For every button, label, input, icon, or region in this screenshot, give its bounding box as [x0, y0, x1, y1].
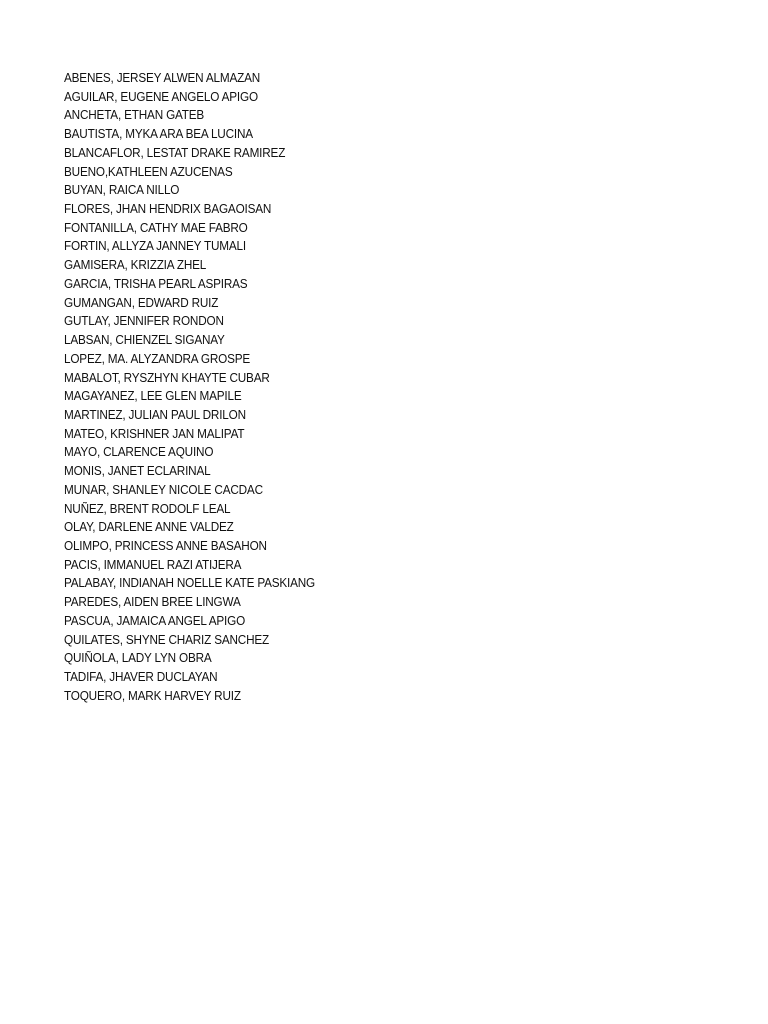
name-list-item: MAGAYANEZ, LEE GLEN MAPILE: [64, 389, 242, 404]
name-list-item: BAUTISTA, MYKA ARA BEA LUCINA: [64, 127, 253, 142]
name-list-item: TOQUERO, MARK HARVEY RUIZ: [64, 688, 241, 703]
name-list: [64, 69, 331, 705]
name-list-item: LOPEZ, MA. ALYZANDRA GROSPE: [64, 351, 251, 366]
name-list-item: FORTIN, ALLYZA JANNEY TUMALI: [64, 239, 246, 254]
name-list-item: GAMISERA, KRIZZIA ZHEL: [64, 258, 207, 273]
name-list-item: BUENO,KATHLEEN AZUCENAS: [64, 164, 233, 179]
name-list-item: PALABAY, INDIANAH NOELLE KATE PASKIANG: [64, 576, 316, 591]
name-list-item: BUYAN, RAICA NILLO: [64, 183, 180, 198]
name-list-item: MAYO, CLARENCE AQUINO: [64, 445, 214, 460]
name-list-item: PACIS, IMMANUEL RAZI ATIJERA: [64, 557, 242, 572]
name-list-item: MUNAR, SHANLEY NICOLE CACDAC: [64, 482, 263, 497]
name-list-item: FONTANILLA, CATHY MAE FABRO: [64, 220, 248, 235]
name-list-item: LABSAN, CHIENZEL SIGANAY: [64, 333, 225, 348]
name-list-item: QUILATES, SHYNE CHARIZ SANCHEZ: [64, 632, 270, 647]
name-list-item: PASCUA, JAMAICA ANGEL APIGO: [64, 613, 246, 628]
name-list-item: MATEO, KRISHNER JAN MALIPAT: [64, 426, 245, 441]
name-list-item: AGUILAR, EUGENE ANGELO APIGO: [64, 89, 258, 104]
name-list-item: MONIS, JANET ECLARINAL: [64, 464, 211, 479]
name-list-item: TADIFA, JHAVER DUCLAYAN: [64, 670, 218, 684]
name-list-item: NUÑEZ, BRENT RODOLF LEAL: [64, 501, 231, 516]
name-list-item: BLANCAFLOR, LESTAT DRAKE RAMIREZ: [64, 145, 286, 160]
name-list-item: QUIÑOLA, LADY LYN OBRA: [64, 651, 212, 666]
name-list-item: MARTINEZ, JULIAN PAUL DRILON: [64, 407, 246, 422]
name-list-item: PAREDES, AIDEN BREE LINGWA: [64, 595, 241, 610]
name-list-item: MABALOT, RYSZHYN KHAYTE CUBAR: [64, 370, 270, 385]
name-list-item: OLAY, DARLENE ANNE VALDEZ: [64, 520, 234, 535]
name-list-item: FLORES, JHAN HENDRIX BAGAOISAN: [64, 202, 272, 217]
name-list-item: ANCHETA, ETHAN GATEB: [64, 108, 205, 123]
name-list-item: GARCIA, TRISHA PEARL ASPIRAS: [64, 276, 248, 291]
name-list-item: GUTLAY, JENNIFER RONDON: [64, 314, 224, 329]
name-list-item: OLIMPO, PRINCESS ANNE BASAHON: [64, 538, 267, 553]
name-list-item: ABENES, JERSEY ALWEN ALMAZAN: [64, 71, 261, 85]
name-list-item: GUMANGAN, EDWARD RUIZ: [64, 295, 219, 310]
